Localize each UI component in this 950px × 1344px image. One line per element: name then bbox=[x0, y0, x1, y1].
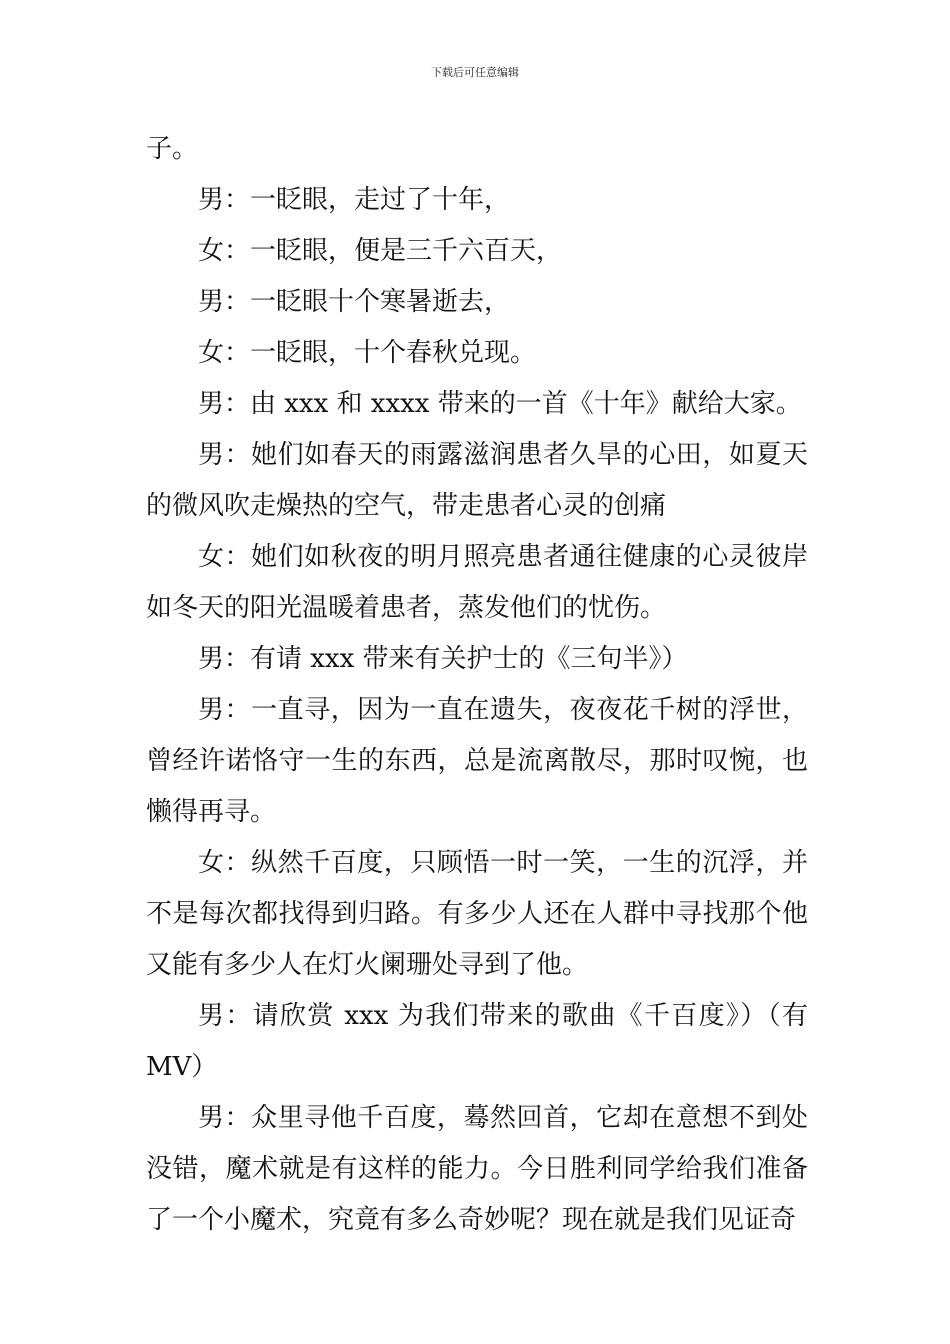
header-note: 下载后可任意编辑 bbox=[431, 66, 519, 79]
paragraph: 男：一直寻，因为一直在遗失，夜夜花千树的浮世，曾经许诺恪守一生的东西，总是流离散尽，那时叹惋，也懒得再寻。 bbox=[146, 695, 808, 827]
document-body bbox=[146, 124, 808, 1246]
paragraph: 女：一眨眼，便是三千六百天， bbox=[198, 236, 563, 266]
paragraph: 女：她们如秋夜的明月照亮患者通往健康的心灵彼岸如冬天的阳光温暖着患者，蒸发他们的忧伤。 bbox=[146, 542, 808, 623]
paragraph: 男：一眨眼十个寒暑逝去， bbox=[198, 287, 511, 317]
paragraph: 男：由 xxx 和 xxxx 带来的一首《十年》献给大家。 bbox=[198, 389, 802, 419]
paragraph: 女：纵然千百度，只顾悟一时一笑，一生的沉浮，并不是每次都找得到归路。有多少人还在人群中寻找那个他又能有多少人在灯火阑珊处寻到了他。 bbox=[146, 848, 808, 980]
paragraph: 男：一眨眼，走过了十年， bbox=[198, 185, 511, 215]
paragraph: 男：有请 xxx 带来有关护士的《三句半》） bbox=[198, 644, 688, 674]
paragraph: 男：她们如春天的雨露滋润患者久旱的心田，如夏天的微风吹走燥热的空气，带走患者心灵的创痛 bbox=[146, 440, 808, 521]
paragraph: 男：众里寻他千百度，蓦然回首，它却在意想不到处没错，魔术就是有这样的能力。今日胜利同学给我们准备了一个小魔术，究竟有多么奇妙呢？现在就是我们见证奇 bbox=[146, 1103, 808, 1235]
paragraph: 子。 bbox=[146, 134, 199, 164]
paragraph: 女：一眨眼，十个春秋兑现。 bbox=[198, 338, 537, 368]
paragraph: 男：请欣赏 xxx 为我们带来的歌曲《千百度》）（有MV） bbox=[146, 1001, 808, 1082]
